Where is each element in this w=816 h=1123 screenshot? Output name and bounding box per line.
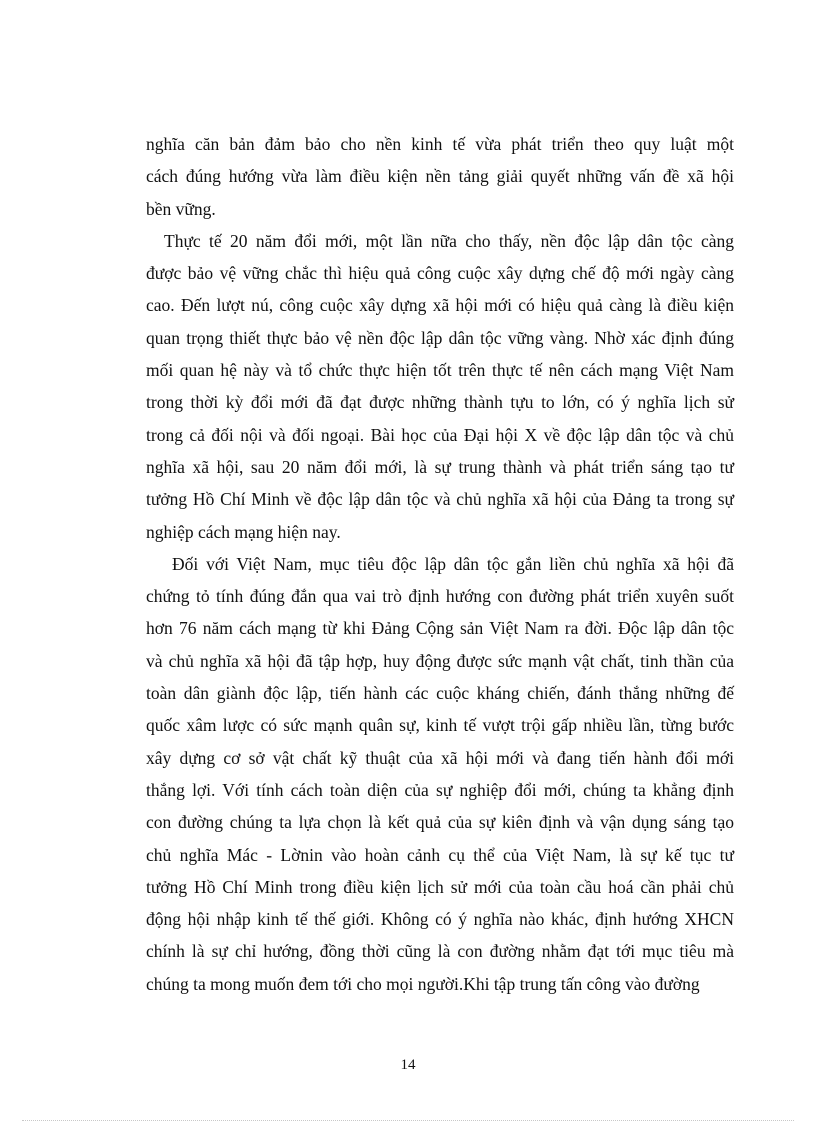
- text-line: cách đúng hướng vừa làm điều kiện nền tảng giải quyết những vấn đề xã hội: [146, 166, 734, 187]
- text-line: tưởng Hồ Chí Minh về độc lập dân tộc và chủ nghĩa xã hội của Đảng ta trong sự: [146, 489, 734, 510]
- text-line: Đối với Việt Nam, mục tiêu độc lập dân tộc gắn liền chủ nghĩa xã hội đã: [172, 553, 734, 574]
- page-number: 14: [400, 1057, 416, 1073]
- text-line: thắng lợi. Với tính cách toàn diện của sự nghiệp đổi mới, chúng ta khẳng định: [146, 779, 734, 800]
- text-line: chúng ta mong muốn đem tới cho mọi người.Khi tập trung tấn công vào đường: [146, 973, 700, 994]
- text-line: tưởng Hồ Chí Minh trong điều kiện lịch sử mới của toàn cầu hoá cần phải chủ: [146, 876, 734, 897]
- text-line: toàn dân giành độc lập, tiến hành các cuộc kháng chiến, đánh thắng những đế: [146, 683, 734, 704]
- text-line: bền vững.: [146, 198, 216, 219]
- text-line: nghiệp cách mạng hiện nay.: [146, 521, 341, 542]
- text-line: quan trọng thiết thực bảo vệ nền độc lập dân tộc vững vàng. Nhờ xác định đúng: [146, 327, 734, 348]
- text-line: Thực tế 20 năm đổi mới, một lần nữa cho thấy, nền độc lập dân tộc càng: [164, 230, 734, 251]
- text-line: quốc xâm lược có sức mạnh quân sự, kinh tế vượt trội gấp nhiều lần, từng bước: [146, 715, 734, 736]
- text-line: trong thời kỳ đổi mới đã đạt được những thành tựu to lớn, có ý nghĩa lịch sử: [146, 392, 734, 413]
- page-bottom-divider: [22, 1120, 794, 1121]
- text-line: chính là sự chỉ hướng, đồng thời cũng là con đường nhằm đạt tới mục tiêu mà: [146, 941, 734, 962]
- text-line: hơn 76 năm cách mạng từ khi Đảng Cộng sản Việt Nam ra đời. Độc lập dân tộc: [146, 618, 734, 639]
- text-line: con đường chúng ta lựa chọn là kết quả của sự kiên định và vận dụng sáng tạo: [146, 812, 734, 833]
- text-line: động hội nhập kinh tế thế giới. Không có ý nghĩa nào khác, định hướng XHCN: [146, 909, 734, 930]
- text-line: mối quan hệ này và tổ chức thực hiện tốt trên thực tế nên cách mạng Việt Nam: [146, 360, 734, 381]
- text-line: chủ nghĩa Mác - Lờnin vào hoàn cảnh cụ thể của Việt Nam, là sự kế tục tư: [146, 844, 734, 865]
- text-line: trong cả đối nội và đối ngoại. Bài học của Đại hội X về độc lập dân tộc và chủ: [146, 424, 734, 445]
- text-line: nghĩa xã hội, sau 20 năm đổi mới, là sự trung thành và phát triển sáng tạo tư: [146, 456, 734, 477]
- text-line: được bảo vệ vững chắc thì hiệu quả công cuộc xây dựng chế độ mới ngày càng: [146, 263, 734, 284]
- body-text: [146, 128, 734, 1000]
- text-line: và chủ nghĩa xã hội đã tập hợp, huy động được sức mạnh vật chất, tinh thần của: [146, 650, 734, 671]
- text-line: nghĩa căn bản đảm bảo cho nền kinh tế vừa phát triển theo quy luật một: [146, 134, 734, 154]
- text-line: xây dựng cơ sở vật chất kỹ thuật của xã hội mới và đang tiến hành đổi mới: [146, 747, 734, 768]
- text-line: cao. Đến lượt nú, công cuộc xây dựng xã hội mới có hiệu quả càng là điều kiện: [146, 295, 734, 316]
- text-line: chứng tỏ tính đúng đắn qua vai trò định hướng con đường phát triển xuyên suốt: [146, 586, 734, 607]
